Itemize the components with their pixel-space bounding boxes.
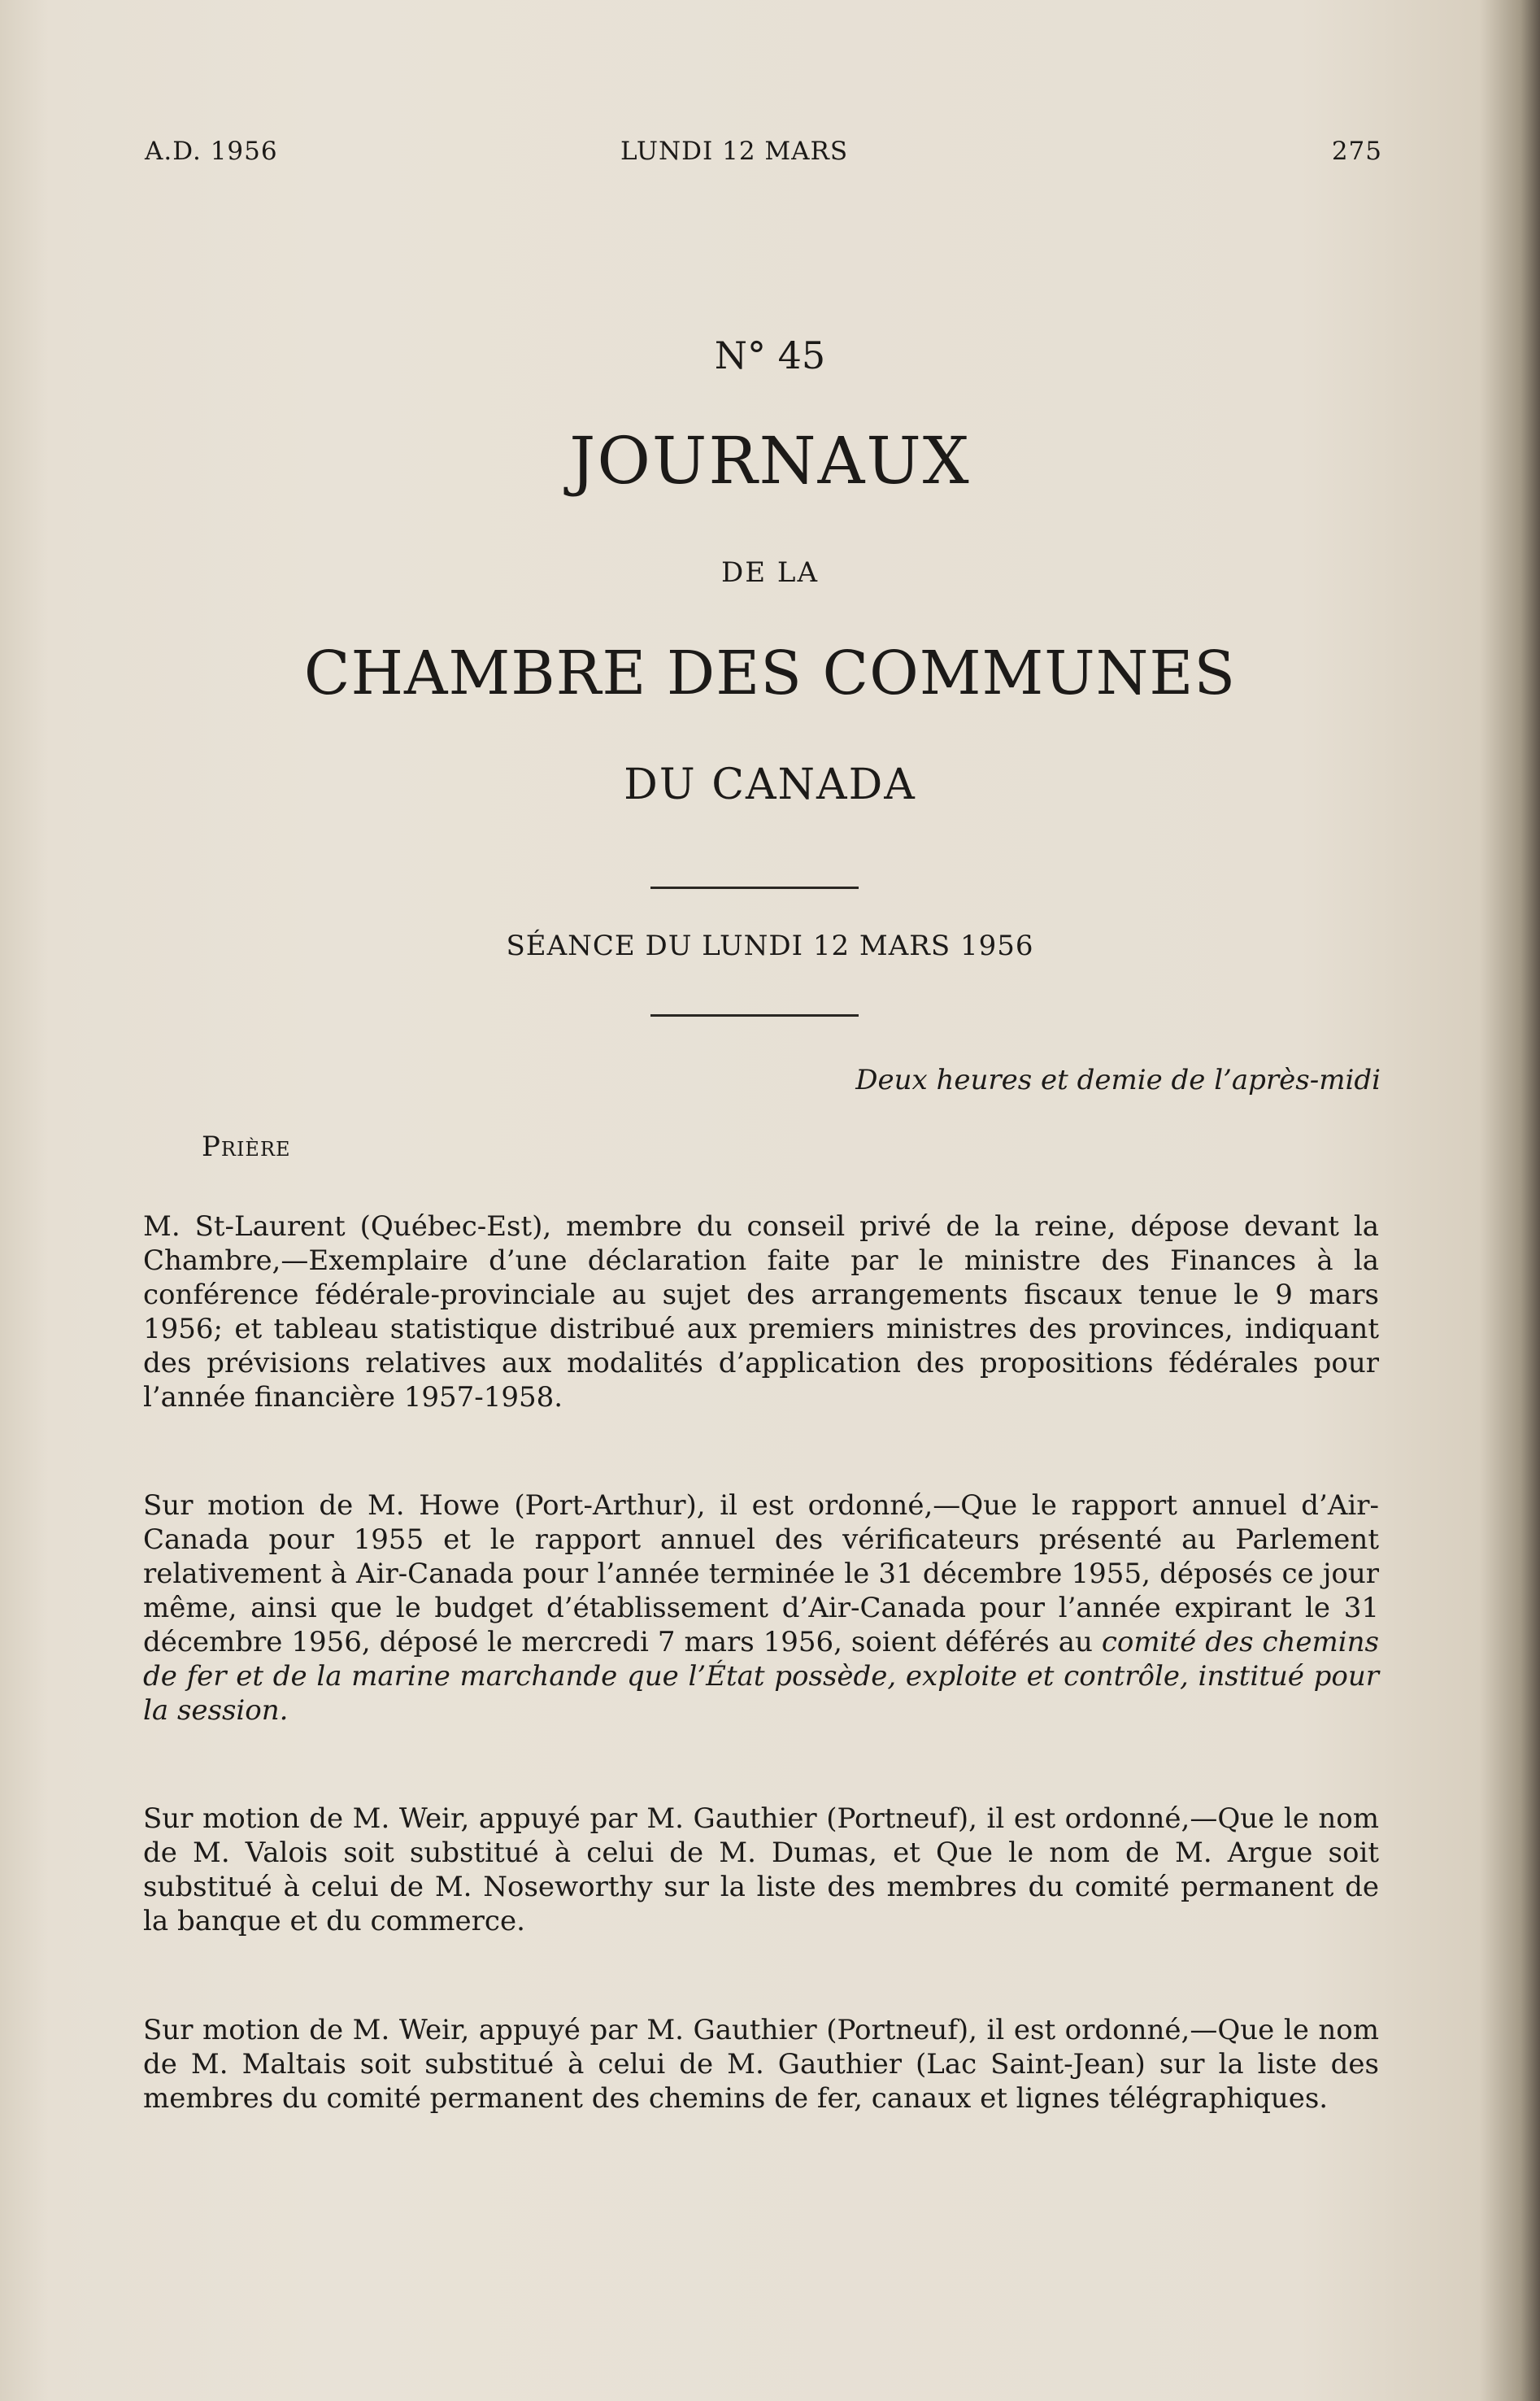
header-page-number: 275 <box>1331 137 1382 166</box>
session-time: Deux heures et demie de l’après-midi <box>855 1064 1381 1096</box>
header-year: A.D. 1956 <box>145 137 278 166</box>
session-heading: SÉANCE DU LUNDI 12 MARS 1956 <box>506 930 1034 962</box>
title-journaux: JOURNAUX <box>569 423 971 499</box>
priere-heading: Prière <box>202 1131 291 1163</box>
paragraph-text <box>143 1488 1379 1728</box>
issue-number: N° 45 <box>714 333 826 377</box>
title-canada: DU CANADA <box>624 760 916 809</box>
paragraph-text: M. St-Laurent (Québec-Est), membre du conseil privé de la reine, dépose devant la Chambre,—Exemplaire d’une déclaration faite par le ministre des Finances à la conférence fédérale-provinciale au sujet des arrangements fiscaux tenue le 9 mars 1956; et tableau statistique distribué aux premiers ministres des provinces, indiquant des prévisions relatives aux modalités d’application des propositions fédérales pour l’année financière 1957-1958. <box>143 1210 1379 1414</box>
paragraph-text-italic: comité des chemins de fer et de la marine marchande que l’État possède, exploite et contrôle, institué pour la session. <box>143 1626 1379 1727</box>
title-de-la: DE LA <box>720 556 820 589</box>
paragraph-text: Sur motion de M. Weir, appuyé par M. Gauthier (Portneuf), il est ordonné,—Que le nom de M. Valois soit substitué à celui de M. Dumas, et Que le nom de M. Argue soit substitué à celui de M. Noseworthy sur la liste des membres du comité permanent de la banque et du commerce. <box>143 1802 1379 1937</box>
divider-rule <box>650 1014 859 1017</box>
title-chambre: CHAMBRE DES COMMUNES <box>303 638 1237 708</box>
paragraph-howe-motion <box>143 1488 1379 1728</box>
paragraph-text: Sur motion de M. Weir, appuyé par M. Gauthier (Portneuf), il est ordonné,—Que le nom de M. Maltais soit substitué à celui de M. Gauthier (Lac Saint-Jean) sur la liste des membres du comité permanent des chemins de fer, canaux et lignes télégraphiques. <box>143 2014 1379 2115</box>
divider-rule <box>650 887 859 889</box>
paragraph-weir-motion-1 <box>143 1802 1379 1938</box>
header-date: LUNDI 12 MARS <box>620 137 849 166</box>
paragraph-weir-motion-2 <box>143 2013 1379 2116</box>
paragraph-st-laurent <box>143 1209 1379 1414</box>
running-header <box>145 137 1382 177</box>
paragraph-text-main: Sur motion de M. Howe (Port-Arthur), il est ordonné,—Que le rapport annuel d’Air-Canada pour 1955 et le rapport annuel des vérificateurs présenté au Parlement relativement à Air-Canada pour l’année terminée le 31 décembre 1955, déposés ce jour même, ainsi que le budget d’établissement d’Air-Canada pour l’année expirant le 31 décembre 1956, déposé le mercredi 7 mars 1956, soient déférés au <box>143 1489 1379 1658</box>
